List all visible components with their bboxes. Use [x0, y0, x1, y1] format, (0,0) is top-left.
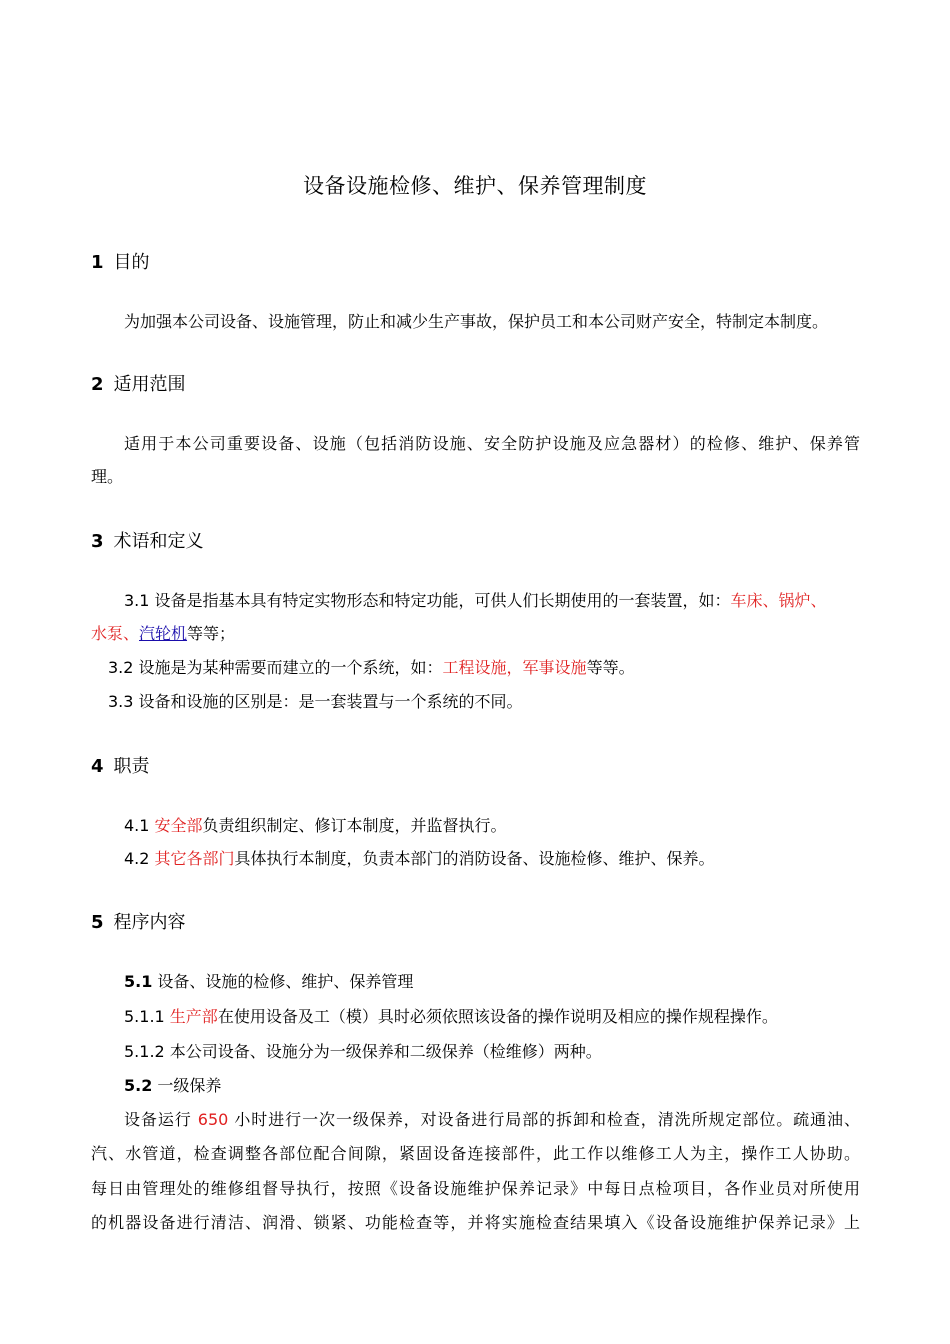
paragraph-scope-line-1: 适用于本公司重要设备、设施（包括消防设施、安全防护设施及应急器材）的检修、维护、保养管 — [124, 434, 860, 453]
section-title: 目的 — [113, 252, 150, 273]
section-1-heading — [91, 248, 150, 274]
paragraph-scope-line-2: 理。 — [91, 467, 124, 486]
text: 4.1 — [124, 816, 155, 835]
highlight-text: 安全部 — [154, 816, 203, 835]
item-5-1 — [124, 972, 413, 992]
text: 负责组织制定、修订本制度，并监督执行。 — [202, 816, 507, 835]
paragraph-5-2-line-2: 汽、水管道，检查调整各部位配合间隙，紧固设备连接部件，此工作以维修工人为主，操作工人协助。 — [91, 1144, 860, 1163]
text: 小时进行一次一级保养，对设备进行局部的拆卸和检查，清洗所规定部位。疏通油、 — [228, 1110, 860, 1129]
paragraph-purpose: 为加强本公司设备、设施管理，防止和减少生产事故，保护员工和本公司财产安全，特制定本制度。 — [124, 312, 829, 331]
highlight-text: 工程设施，军事设施 — [442, 658, 587, 677]
item-number: 5.2 — [124, 1076, 153, 1095]
document-title: 设备设施检修、维护、保养管理制度 — [303, 174, 647, 198]
section-title: 适用范围 — [113, 374, 186, 395]
section-number: 1 — [91, 252, 104, 273]
text: 5.1.1 — [124, 1007, 170, 1026]
text: 等等； — [187, 624, 236, 643]
section-number: 2 — [91, 374, 104, 395]
item-number: 5.1 — [124, 972, 153, 991]
paragraph-5-2-line-3: 每日由管理处的维修组督导执行，按照《设备设施维护保养记录》中每日点检项目，各作业员对所使用 — [91, 1179, 860, 1198]
text: 在使用设备及工（模）具时必须依照该设备的操作说明及相应的操作规程操作。 — [217, 1007, 778, 1026]
item-5-1-2: 5.1.2 本公司设备、设施分为一级保养和二级保养（检维修）两种。 — [124, 1042, 602, 1061]
paragraph-5-2-line-4: 的机器设备进行清洁、润滑、锁紧、功能检查等，并将实施检查结果填入《设备设施维护保养记录》上 — [91, 1213, 860, 1232]
highlight-text: 车床、锅炉、 — [730, 591, 827, 610]
text: 设备、设施的检修、维护、保养管理 — [152, 972, 414, 991]
section-title: 术语和定义 — [113, 531, 204, 552]
link-turbine[interactable]: 汽轮机 — [139, 624, 188, 643]
highlight-text: 其它各部门 — [154, 849, 235, 868]
item-3-3: 3.3 设备和设施的区别是：是一套装置与一个系统的不同。 — [108, 692, 523, 711]
paragraph-5-2-line-1 — [124, 1110, 860, 1130]
section-title: 程序内容 — [113, 912, 186, 933]
text: 一级保养 — [152, 1076, 222, 1095]
section-title: 职责 — [113, 756, 150, 777]
text: 等等。 — [586, 658, 635, 677]
item-3-1-line-2 — [91, 624, 235, 644]
item-4-2 — [124, 849, 715, 869]
highlight-text: 水泵、 — [91, 624, 140, 643]
item-5-1-1 — [124, 1007, 778, 1027]
text: 具体执行本制度，负责本部门的消防设备、设施检修、维护、保养。 — [234, 849, 715, 868]
text: 3.1 设备是指基本具有特定实物形态和特定功能，可供人们长期使用的一套装置，如： — [124, 591, 731, 610]
text: 设备运行 — [124, 1110, 198, 1129]
section-number: 5 — [91, 912, 104, 933]
item-5-2 — [124, 1076, 221, 1096]
item-3-2 — [108, 658, 635, 678]
section-number: 3 — [91, 531, 104, 552]
text: 4.2 — [124, 849, 155, 868]
section-2-heading — [91, 370, 186, 396]
highlight-number: 650 — [197, 1110, 229, 1129]
section-5-heading — [91, 908, 186, 934]
section-3-heading — [91, 527, 204, 553]
text: 3.2 设施是为某种需要而建立的一个系统，如： — [108, 658, 443, 677]
item-3-1-line-1 — [124, 591, 827, 611]
section-4-heading — [91, 752, 150, 778]
highlight-text: 生产部 — [169, 1007, 218, 1026]
item-4-1 — [124, 816, 507, 836]
section-number: 4 — [91, 756, 104, 777]
